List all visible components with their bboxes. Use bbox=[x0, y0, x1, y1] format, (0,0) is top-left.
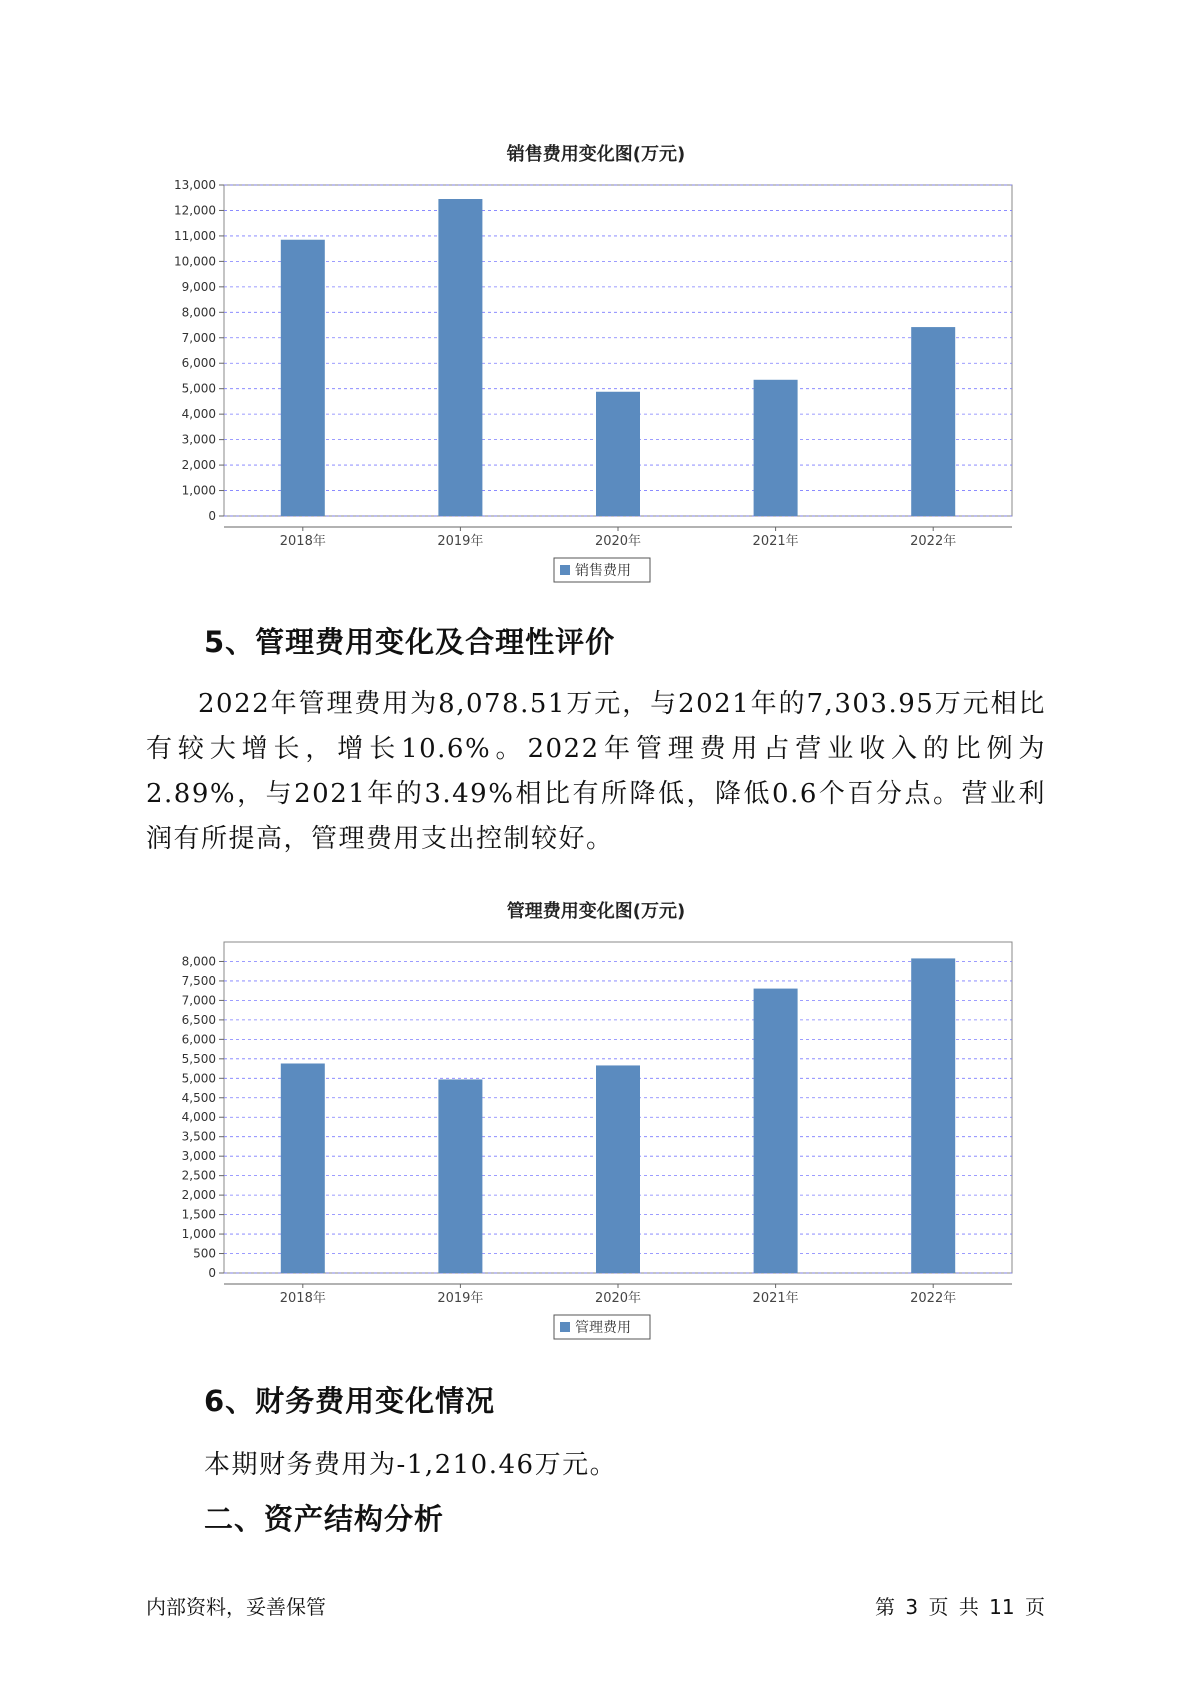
section6-heading: 6、财务费用变化情况 bbox=[204, 1384, 496, 1418]
y-tick-label: 9,000 bbox=[181, 279, 216, 294]
y-tick-label: 1,500 bbox=[181, 1207, 216, 1222]
y-tick-label: 500 bbox=[193, 1246, 216, 1261]
legend-swatch bbox=[560, 1322, 570, 1332]
y-tick-label: 3,000 bbox=[181, 1149, 216, 1164]
y-tick-label: 6,500 bbox=[181, 1012, 216, 1027]
chart-title: 销售费用变化图(万元) bbox=[506, 144, 686, 165]
y-tick-label: 1,000 bbox=[181, 483, 216, 498]
footer-confidential-note: 内部资料，妥善保管 bbox=[146, 1595, 326, 1619]
y-tick-label: 2,000 bbox=[181, 458, 216, 473]
y-tick-label: 10,000 bbox=[174, 254, 216, 269]
section6-paragraph: 本期财务费用为-1,210.46万元。 bbox=[204, 1450, 618, 1480]
x-tick-label: 2020年 bbox=[594, 534, 642, 549]
x-tick-label: 2019年 bbox=[437, 1291, 484, 1306]
x-tick-label: 2022年 bbox=[910, 1291, 957, 1306]
x-tick-label: 2018年 bbox=[279, 534, 326, 549]
bar bbox=[438, 1079, 482, 1273]
y-tick-label: 3,500 bbox=[181, 1129, 216, 1144]
y-tick-label: 0 bbox=[208, 1266, 216, 1280]
bar bbox=[754, 989, 798, 1273]
y-tick-label: 1,000 bbox=[181, 1227, 216, 1242]
y-tick-label: 5,000 bbox=[181, 381, 216, 396]
bar bbox=[281, 240, 325, 516]
x-tick-label: 2022年 bbox=[910, 534, 957, 549]
sales-expense-chart bbox=[0, 130, 1191, 600]
legend bbox=[554, 558, 650, 582]
section-two-heading: 二、资产结构分析 bbox=[204, 1502, 445, 1536]
x-tick-label: 2021年 bbox=[752, 1291, 799, 1306]
y-tick-label: 3,000 bbox=[181, 432, 216, 447]
y-tick-label: 2,500 bbox=[181, 1168, 216, 1183]
y-tick-label: 7,000 bbox=[181, 993, 216, 1008]
x-tick-label: 2018年 bbox=[279, 1291, 326, 1306]
y-tick-label: 8,000 bbox=[181, 954, 216, 969]
legend-label: 管理费用 bbox=[575, 1320, 631, 1336]
y-tick-label: 7,000 bbox=[181, 330, 216, 345]
admin-expense-chart bbox=[0, 887, 1191, 1357]
section5-heading: 5、管理费用变化及合理性评价 bbox=[204, 625, 616, 659]
bar bbox=[281, 1063, 325, 1273]
y-tick-label: 4,000 bbox=[181, 407, 216, 422]
legend bbox=[554, 1315, 650, 1339]
x-tick-label: 2019年 bbox=[437, 534, 484, 549]
section5-paragraph bbox=[146, 682, 1046, 862]
y-tick-label: 4,500 bbox=[181, 1090, 216, 1105]
y-tick-label: 6,000 bbox=[181, 1032, 216, 1047]
y-tick-label: 8,000 bbox=[181, 305, 216, 320]
y-tick-label: 13,000 bbox=[174, 178, 216, 192]
bar bbox=[596, 1065, 640, 1273]
y-tick-label: 7,500 bbox=[181, 973, 216, 988]
bar bbox=[911, 327, 955, 516]
y-tick-label: 12,000 bbox=[174, 203, 216, 218]
admin-expense-chart-svg bbox=[0, 887, 1191, 1357]
y-tick-label: 5,500 bbox=[181, 1051, 216, 1066]
y-tick-label: 6,000 bbox=[181, 356, 216, 371]
bar bbox=[596, 392, 640, 516]
bar bbox=[911, 958, 955, 1273]
chart-title: 管理费用变化图(万元) bbox=[506, 901, 686, 922]
sales-expense-chart-svg bbox=[0, 130, 1191, 600]
y-tick-label: 11,000 bbox=[174, 228, 216, 243]
x-tick-label: 2021年 bbox=[752, 534, 799, 549]
bar bbox=[438, 199, 482, 516]
legend-label: 销售费用 bbox=[575, 563, 631, 579]
bar bbox=[754, 380, 798, 516]
y-tick-label: 4,000 bbox=[181, 1110, 216, 1125]
y-tick-label: 2,000 bbox=[181, 1188, 216, 1203]
footer-page-number: 第 3 页 共 11 页 bbox=[875, 1595, 1045, 1619]
x-tick-label: 2020年 bbox=[594, 1291, 642, 1306]
y-tick-label: 5,000 bbox=[181, 1071, 216, 1086]
y-tick-label: 0 bbox=[208, 509, 216, 523]
legend-swatch bbox=[560, 565, 570, 575]
section5-paragraph-text: 2022年管理费用为8,078.51万元，与2021年的7,303.95万元相比有较大增长，增长10.6%。2022年管理费用占营业收入的比例为2.89%，与2021年的3.49%相比有所降低，降低0.6个百分点。营业利润有所提高，管理费用支出控制较好。 bbox=[146, 689, 1046, 854]
